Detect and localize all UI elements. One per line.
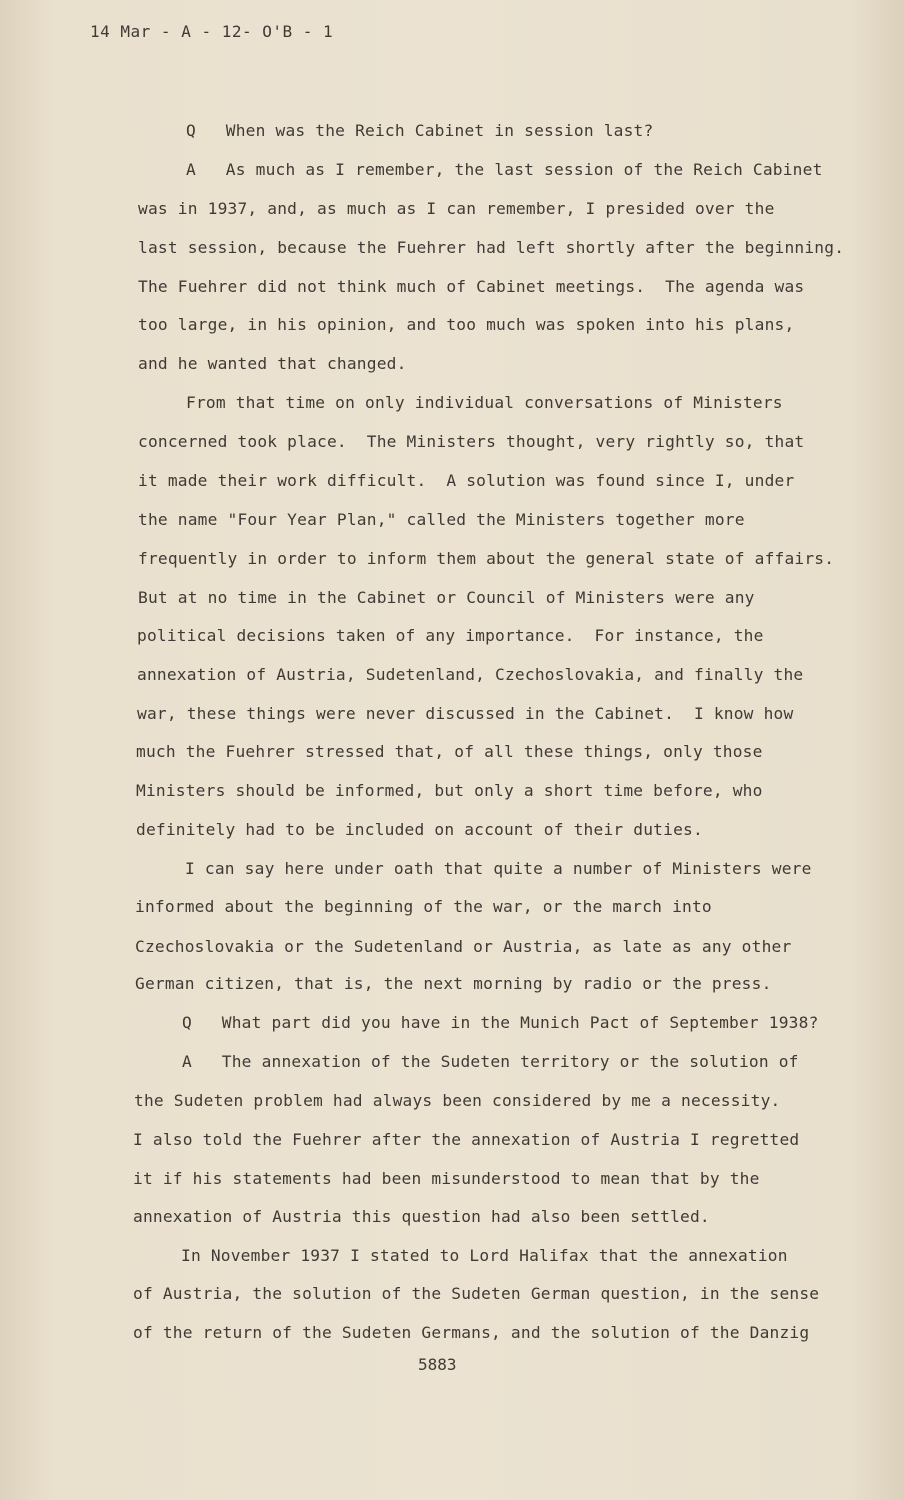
text-line: it made their work difficult. A solution was found since I, under [138,471,795,490]
text-line: In November 1937 I stated to Lord Halifax that the annexation [181,1246,788,1265]
text-line: Czechoslovakia or the Sudetenland or Austria, as late as any other [135,937,792,956]
text-line: But at no time in the Cabinet or Council of Ministers were any [138,588,755,607]
text-line: The Fuehrer did not think much of Cabinet meetings. The agenda was [138,277,805,296]
text-line: frequently in order to inform them about the general state of affairs. [138,549,835,568]
text-line: annexation of Austria, Sudetenland, Czechoslovakia, and finally the [137,665,804,684]
text-line: informed about the beginning of the war, or the march into [135,897,712,916]
text-line: annexation of Austria this question had also been settled. [133,1207,710,1226]
text-line: I can say here under oath that quite a number of Ministers were [185,859,812,878]
text-line: concerned took place. The Ministers thought, very rightly so, that [138,432,805,451]
document-header: 14 Mar - A - 12- O'B - 1 [90,22,334,41]
text-line: the Sudeten problem had always been considered by me a necessity. [134,1091,781,1110]
text-line: the name "Four Year Plan," called the Ministers together more [138,510,745,529]
text-line: last session, because the Fuehrer had left shortly after the beginning. [138,238,845,257]
text-line: definitely had to be included on account of their duties. [136,820,703,839]
text-line: much the Fuehrer stressed that, of all these things, only those [136,742,763,761]
text-line: and he wanted that changed. [138,354,407,373]
text-line: Q What part did you have in the Munich Pact of September 1938? [182,1013,819,1032]
text-line: war, these things were never discussed in the Cabinet. I know how [137,704,794,723]
text-line: of Austria, the solution of the Sudeten German question, in the sense [133,1284,820,1303]
text-line: it if his statements had been misunderstood to mean that by the [133,1169,760,1188]
text-line: was in 1937, and, as much as I can remember, I presided over the [138,199,775,218]
text-line: German citizen, that is, the next morning by radio or the press. [135,974,772,993]
text-line: of the return of the Sudeten Germans, and the solution of the Danzig [133,1323,810,1342]
text-line: Ministers should be informed, but only a short time before, who [136,781,763,800]
text-line: From that time on only individual conversations of Ministers [186,393,783,412]
text-line: A The annexation of the Sudeten territory or the solution of [182,1052,799,1071]
text-line: A As much as I remember, the last session of the Reich Cabinet [186,160,823,179]
page-number: 5883 [418,1355,457,1374]
text-line: political decisions taken of any importance. For instance, the [137,626,764,645]
text-line: I also told the Fuehrer after the annexation of Austria I regretted [133,1130,800,1149]
text-line: Q When was the Reich Cabinet in session last? [186,121,654,140]
text-line: too large, in his opinion, and too much was spoken into his plans, [138,315,795,334]
